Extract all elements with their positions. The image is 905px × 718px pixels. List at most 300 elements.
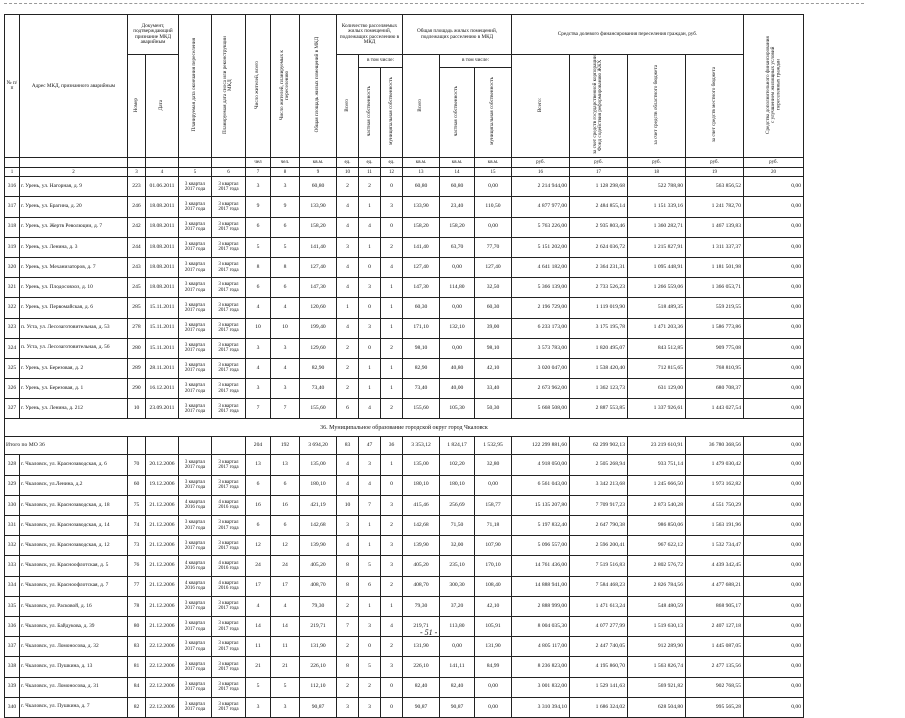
table-cell: 323: [5, 318, 20, 338]
table-cell: 4: [337, 318, 359, 338]
table-cell: 1 128 298,68: [570, 177, 628, 197]
table-cell: 14: [440, 168, 475, 177]
column-numbers-row: [5, 168, 804, 177]
table-cell: 3: [337, 516, 359, 536]
table-cell: 245: [128, 278, 146, 298]
table-cell: 0,00: [744, 556, 804, 576]
table-cell: 226,10: [300, 657, 337, 677]
table-cell: 4 805 117,00: [512, 637, 570, 657]
table-cell: 569 921,82: [628, 677, 686, 697]
table-cell: 1 151 339,16: [628, 197, 686, 217]
table-cell: 8: [337, 576, 359, 596]
table-cell: 60,80: [403, 177, 440, 197]
table-cell: 122 299 881,60: [512, 437, 570, 455]
table-cell: 338: [5, 657, 20, 677]
table-cell: 2: [337, 358, 359, 378]
table-cell: 1 443 027,54: [686, 399, 744, 419]
table-cell: 16: [246, 495, 271, 515]
table-cell: 2 447 740,05: [570, 637, 628, 657]
table-cell: 328: [5, 455, 20, 475]
table-cell: 6: [271, 516, 300, 536]
table-cell: 3 квартал 2017 года: [212, 237, 246, 257]
table-cell: 40,00: [440, 379, 475, 399]
table-cell: 559 219,55: [686, 298, 744, 318]
table-cell: 563 856,52: [686, 177, 744, 197]
table-cell: 3 квартал 2017 года: [179, 637, 212, 657]
table-cell: 24: [246, 556, 271, 576]
table-row: [5, 697, 804, 717]
table-cell: 4 077 277,99: [570, 616, 628, 636]
table-cell: 329: [5, 475, 20, 495]
table-cell: 4: [359, 217, 381, 237]
table-cell: 0: [359, 637, 381, 657]
table-cell: 1 362 123,73: [570, 379, 628, 399]
table-cell: 10: [271, 318, 300, 338]
table-cell: 318: [5, 217, 20, 237]
table-cell: 4: [271, 596, 300, 616]
table-cell: 135,00: [403, 455, 440, 475]
table-cell: 2 826 784,56: [628, 576, 686, 596]
table-cell: 13: [403, 168, 440, 177]
table-cell: Итого по МО 36: [5, 437, 128, 455]
table-cell: [146, 437, 179, 455]
table-cell: 2: [337, 677, 359, 697]
table-cell: 0,00: [440, 257, 475, 277]
table-cell: кв.м.: [475, 158, 512, 168]
table-cell: 7 584 468,23: [570, 576, 628, 596]
table-cell: 4: [337, 475, 359, 495]
table-cell: 0,00: [475, 217, 512, 237]
table-cell: 4: [337, 536, 359, 556]
table-cell: 0,00: [744, 697, 804, 717]
table-cell: [212, 437, 246, 455]
table-cell: 317: [5, 197, 20, 217]
table-cell: 60,80: [440, 177, 475, 197]
table-cell: 0,00: [744, 596, 804, 616]
table-cell: 242: [128, 217, 146, 237]
table-cell: 0,00: [744, 197, 804, 217]
table-cell: 5 096 557,00: [512, 536, 570, 556]
table-cell: 1 241 782,70: [686, 197, 744, 217]
table-cell: 8: [246, 257, 271, 277]
table-cell: 868 905,17: [686, 596, 744, 616]
table-cell: руб.: [512, 158, 570, 168]
table-cell: 139,90: [403, 536, 440, 556]
table-cell: 15: [475, 168, 512, 177]
resettlement-table: [4, 14, 804, 718]
table-cell: 0,00: [744, 516, 804, 536]
table-cell: 7: [246, 168, 271, 177]
table-cell: 102,20: [440, 455, 475, 475]
table-cell: 3: [246, 177, 271, 197]
header-fin-group: Средства долевого финансирования переселения граждан, руб.: [512, 15, 744, 55]
table-cell: 33,40: [475, 379, 512, 399]
table-body: [5, 158, 804, 718]
table-cell: 11: [271, 637, 300, 657]
table-cell: п. Уста, ул. Лесозаготовительная, д. 53: [20, 318, 128, 338]
table-cell: 2 802 576,72: [628, 556, 686, 576]
table-cell: 2 873 540,28: [628, 495, 686, 515]
table-cell: 3 квартал 2017 года: [179, 338, 212, 358]
table-cell: 3 квартал 2017 года: [179, 657, 212, 677]
table-cell: 0: [359, 338, 381, 358]
table-row: [5, 399, 804, 419]
table-cell: 3 квартал 2017 года: [179, 237, 212, 257]
table-cell: г. Урень, ул. Механизаторов, д. 7: [20, 257, 128, 277]
table-row: [5, 379, 804, 399]
table-cell: 325: [5, 358, 20, 378]
table-cell: г. Урень, ул. Нагорная, д. 9: [20, 177, 128, 197]
table-cell: 4 439 342,45: [686, 556, 744, 576]
table-cell: 40,80: [440, 358, 475, 378]
table-cell: 2 484 855,14: [570, 197, 628, 217]
table-cell: 3 квартал 2017 года: [179, 475, 212, 495]
table-cell: 83: [337, 437, 359, 455]
table-cell: 405,20: [300, 556, 337, 576]
table-row: [5, 197, 804, 217]
table-cell: 14: [246, 616, 271, 636]
table-row: [5, 596, 804, 616]
table-cell: 39,00: [475, 318, 512, 338]
table-cell: кв.м.: [300, 158, 337, 168]
table-cell: 0,00: [744, 217, 804, 237]
table-cell: 0,00: [475, 475, 512, 495]
table-cell: 78: [128, 596, 146, 616]
table-cell: 3: [271, 379, 300, 399]
table-cell: 83: [128, 637, 146, 657]
table-cell: 0: [381, 177, 403, 197]
table-cell: 131,90: [300, 637, 337, 657]
table-cell: 1: [381, 596, 403, 616]
table-cell: 90,87: [440, 697, 475, 717]
table-cell: 11: [246, 637, 271, 657]
table-cell: 0,00: [440, 637, 475, 657]
table-cell: 17: [570, 168, 628, 177]
table-cell: кв.м.: [440, 158, 475, 168]
table-cell: 36: [381, 437, 403, 455]
table-cell: 3 квартал 2017 года: [212, 677, 246, 697]
table-cell: 8 236 823,00: [512, 657, 570, 677]
table-cell: 3: [246, 697, 271, 717]
table-cell: 1 471 203,36: [628, 318, 686, 338]
table-cell: [179, 437, 212, 455]
table-cell: 0,00: [744, 399, 804, 419]
table-cell: 3 квартал 2017 года: [212, 217, 246, 237]
table-cell: 63,70: [440, 237, 475, 257]
table-cell: 71,18: [475, 516, 512, 536]
table-cell: 32,00: [440, 536, 475, 556]
header-doc-number: Номер: [128, 55, 146, 158]
table-cell: 1: [359, 379, 381, 399]
header-area-private: частная собственность: [440, 67, 475, 157]
table-cell: 219,71: [300, 616, 337, 636]
table-cell: 170,10: [475, 556, 512, 576]
table-cell: 0,00: [744, 338, 804, 358]
table-cell: 6: [359, 576, 381, 596]
table-cell: 339: [5, 677, 20, 697]
section-row: [5, 419, 804, 437]
table-cell: 21.12.2006: [146, 576, 179, 596]
header-count-total: Всего: [337, 55, 359, 158]
table-cell: 0,00: [744, 576, 804, 596]
table-cell: 18.08.2011: [146, 237, 179, 257]
table-cell: 3 квартал 2017 года: [212, 475, 246, 495]
table-cell: 0,00: [744, 637, 804, 657]
table-cell: 3: [359, 697, 381, 717]
table-cell: 0,00: [744, 278, 804, 298]
table-cell: 244: [128, 237, 146, 257]
table-cell: 0,00: [440, 298, 475, 318]
table-cell: 199,40: [300, 318, 337, 338]
table-cell: 1 181 501,98: [686, 257, 744, 277]
table-row: [5, 278, 804, 298]
table-cell: 1: [337, 298, 359, 318]
table-cell: 133,90: [300, 197, 337, 217]
table-cell: 12: [271, 536, 300, 556]
table-cell: 23,40: [440, 197, 475, 217]
table-cell: 3: [128, 168, 146, 177]
table-cell: 90,87: [300, 697, 337, 717]
table-cell: 22.12.2006: [146, 677, 179, 697]
table-cell: 2 364 231,31: [570, 257, 628, 277]
table-cell: 4 квартал 2016 года: [212, 556, 246, 576]
table-cell: 42,10: [475, 596, 512, 616]
table-cell: 1 563 191,96: [686, 516, 744, 536]
table-cell: 18.08.2011: [146, 278, 179, 298]
header-area-group: Общая площадь жилых помещений, подлежащих расселению в МКД: [403, 15, 512, 55]
table-cell: 3: [337, 237, 359, 257]
table-cell: 1 532 734,47: [686, 536, 744, 556]
table-cell: 16.12.2011: [146, 379, 179, 399]
table-cell: 1 445 087,05: [686, 637, 744, 657]
table-cell: 1: [359, 596, 381, 616]
table-cell: 15.11.2011: [146, 298, 179, 318]
table-cell: 1: [359, 516, 381, 536]
table-cell: 933 751,14: [628, 455, 686, 475]
header-fin-total: Всего:: [512, 55, 570, 158]
table-cell: 3 квартал 2017 года: [212, 298, 246, 318]
table-cell: чел: [246, 158, 271, 168]
table-cell: 421,19: [300, 495, 337, 515]
table-cell: 2 624 036,72: [570, 237, 628, 257]
table-cell: 18.08.2011: [146, 217, 179, 237]
table-cell: 3 квартал 2017 года: [179, 536, 212, 556]
table-cell: 235,10: [440, 556, 475, 576]
table-cell: 82,90: [403, 358, 440, 378]
table-cell: 4: [337, 455, 359, 475]
table-cell: 77,70: [475, 237, 512, 257]
table-cell: 2: [337, 379, 359, 399]
table-cell: 4: [359, 475, 381, 495]
table-cell: 90,87: [403, 697, 440, 717]
table-cell: г. Чкаловск, ул. Ломоносова, д. 31: [20, 677, 128, 697]
table-cell: 24: [271, 556, 300, 576]
table-cell: 3 квартал 2017 года: [179, 217, 212, 237]
table-cell: 4: [337, 257, 359, 277]
table-cell: чел.: [271, 158, 300, 168]
table-cell: 219,71: [403, 616, 440, 636]
table-cell: 3 квартал 2017 года: [212, 399, 246, 419]
table-cell: 16: [512, 168, 570, 177]
table-cell: 76: [128, 556, 146, 576]
table-cell: 522 788,80: [628, 177, 686, 197]
table-cell: 10: [128, 399, 146, 419]
table-cell: 226,10: [403, 657, 440, 677]
table-cell: 3 квартал 2017 года: [212, 278, 246, 298]
table-cell: 12: [381, 168, 403, 177]
table-cell: 42,10: [475, 358, 512, 378]
table-cell: 6: [246, 217, 271, 237]
table-cell: г. Урень, ул. Брагина, д. 20: [20, 197, 128, 217]
table-cell: 3: [246, 338, 271, 358]
table-cell: г. Чкаловск, ул. Ломоносова, д. 32: [20, 637, 128, 657]
table-cell: 1 820 495,07: [570, 338, 628, 358]
table-cell: 0,00: [475, 697, 512, 717]
table-cell: г. Чкаловск, ул. Красноофлотская, д. 5: [20, 556, 128, 576]
table-cell: 5 668 508,00: [512, 399, 570, 419]
table-cell: 142,68: [403, 516, 440, 536]
table-cell: 548 480,59: [628, 596, 686, 616]
table-cell: 22.12.2006: [146, 637, 179, 657]
table-cell: г. Чкаловск, ул. Расковой, д. 16: [20, 596, 128, 616]
table-cell: 2: [337, 596, 359, 616]
table-cell: 19.12.2006: [146, 475, 179, 495]
table-cell: 141,11: [440, 657, 475, 677]
table-cell: 986 850,06: [628, 516, 686, 536]
table-cell: 0,00: [744, 257, 804, 277]
table-cell: 105,91: [475, 616, 512, 636]
table-cell: г. Чкаловск, ул.Ленина, д.2: [20, 475, 128, 495]
table-cell: 6: [246, 516, 271, 536]
table-cell: 4 квартал 2016 года: [179, 495, 212, 515]
table-cell: 7: [359, 495, 381, 515]
table-cell: 2: [337, 637, 359, 657]
header-residents-planned: Число жителей, планируемых к переселению: [271, 15, 300, 158]
table-cell: 204: [246, 437, 271, 455]
table-cell: 843 512,85: [628, 338, 686, 358]
table-cell: 21.12.2006: [146, 596, 179, 616]
table-cell: [20, 158, 128, 168]
table-cell: 1: [381, 298, 403, 318]
table-cell: 0,00: [744, 237, 804, 257]
table-cell: 4 квартал 2016 года: [212, 495, 246, 515]
table-cell: кв.м.: [403, 158, 440, 168]
table-cell: 0,00: [744, 677, 804, 697]
table-cell: 1 586 773,86: [686, 318, 744, 338]
table-cell: 0,00: [744, 657, 804, 677]
header-planned-demolish: Планируемая дата сноса или реконструкции МКД: [212, 15, 246, 158]
table-cell: 1 119 019,90: [570, 298, 628, 318]
table-cell: 12: [246, 536, 271, 556]
table-cell: 1 215 827,91: [628, 237, 686, 257]
table-cell: 3 353,12: [403, 437, 440, 455]
table-cell: 21: [271, 657, 300, 677]
table-cell: 5 151 202,00: [512, 237, 570, 257]
header-area-municipal: муниципальная собственность: [475, 67, 512, 157]
table-cell: 340: [5, 697, 20, 717]
table-cell: 327: [5, 399, 20, 419]
table-cell: 1 471 613,24: [570, 596, 628, 616]
table-cell: 2 673 962,00: [512, 379, 570, 399]
table-cell: 1: [359, 237, 381, 257]
table-cell: 4 477 688,21: [686, 576, 744, 596]
table-cell: г. Урень, ул. Первомайская, д. 6: [20, 298, 128, 318]
table-cell: 0,00: [475, 177, 512, 197]
table-cell: 147,30: [403, 278, 440, 298]
table-cell: 23.09.2011: [146, 399, 179, 419]
table-cell: 2: [20, 168, 128, 177]
table-cell: 10: [337, 495, 359, 515]
table-cell: 1 467 139,83: [686, 217, 744, 237]
table-cell: 70: [128, 455, 146, 475]
table-cell: 60: [128, 475, 146, 495]
table-cell: г. Чкаловск, ул. Пушкина, д. 13: [20, 657, 128, 677]
table-cell: 2: [337, 338, 359, 358]
table-cell: руб.: [686, 158, 744, 168]
table-cell: 2: [337, 177, 359, 197]
table-cell: 60,80: [300, 177, 337, 197]
table-cell: 79,30: [300, 596, 337, 616]
table-cell: 995 565,28: [686, 697, 744, 717]
table-cell: 37,20: [440, 596, 475, 616]
table-cell: 158,20: [440, 217, 475, 237]
table-cell: 10: [337, 168, 359, 177]
section-title: 36. Муниципальное образование городской округ город Чкаловск: [5, 419, 804, 437]
header-fin-extra: Средства дополнительного финансирования с улучшением жилищных условий переселенных граждан: [744, 15, 804, 158]
table-cell: 3 квартал 2017 года: [179, 616, 212, 636]
table-cell: 4 квартал 2016 года: [179, 576, 212, 596]
table-cell: руб.: [744, 158, 804, 168]
table-cell: 3 175 195,78: [570, 318, 628, 338]
table-cell: 0,00: [744, 616, 804, 636]
table-cell: 2 888 999,00: [512, 596, 570, 616]
table-cell: 1 311 337,37: [686, 237, 744, 257]
table-cell: 0,00: [744, 358, 804, 378]
table-cell: 4: [337, 197, 359, 217]
table-row: [5, 177, 804, 197]
table-cell: 5: [271, 237, 300, 257]
table-cell: 912 289,90: [628, 637, 686, 657]
table-row: [5, 237, 804, 257]
table-header: [5, 15, 804, 158]
table-cell: 316: [5, 177, 20, 197]
table-cell: 11: [359, 168, 381, 177]
table-cell: 335: [5, 596, 20, 616]
table-cell: г. Урень, ул. Ленина, д. 3: [20, 237, 128, 257]
table-cell: 408,70: [403, 576, 440, 596]
table-cell: 3 310 394,10: [512, 697, 570, 717]
table-cell: 158,20: [300, 217, 337, 237]
table-cell: г. Урень, ул. Ленина, д. 212: [20, 399, 128, 419]
table-cell: 4 918 050,00: [512, 455, 570, 475]
table-cell: 2 647 790,38: [570, 516, 628, 536]
table-cell: 1 563 826,74: [628, 657, 686, 677]
table-cell: 3 квартал 2017 года: [179, 197, 212, 217]
table-cell: 0,00: [744, 318, 804, 338]
table-cell: 3 квартал 2017 года: [179, 298, 212, 318]
table-cell: 2: [381, 576, 403, 596]
table-cell: 15 135 207,80: [512, 495, 570, 515]
table-cell: 2: [359, 677, 381, 697]
table-cell: 21: [246, 657, 271, 677]
table-cell: 3: [359, 318, 381, 338]
table-cell: 3 квартал 2017 года: [212, 318, 246, 338]
table-cell: 712 815,65: [628, 358, 686, 378]
total-row: [5, 437, 804, 455]
table-cell: 112,10: [300, 677, 337, 697]
table-cell: 8: [271, 257, 300, 277]
table-cell: 82: [128, 697, 146, 717]
